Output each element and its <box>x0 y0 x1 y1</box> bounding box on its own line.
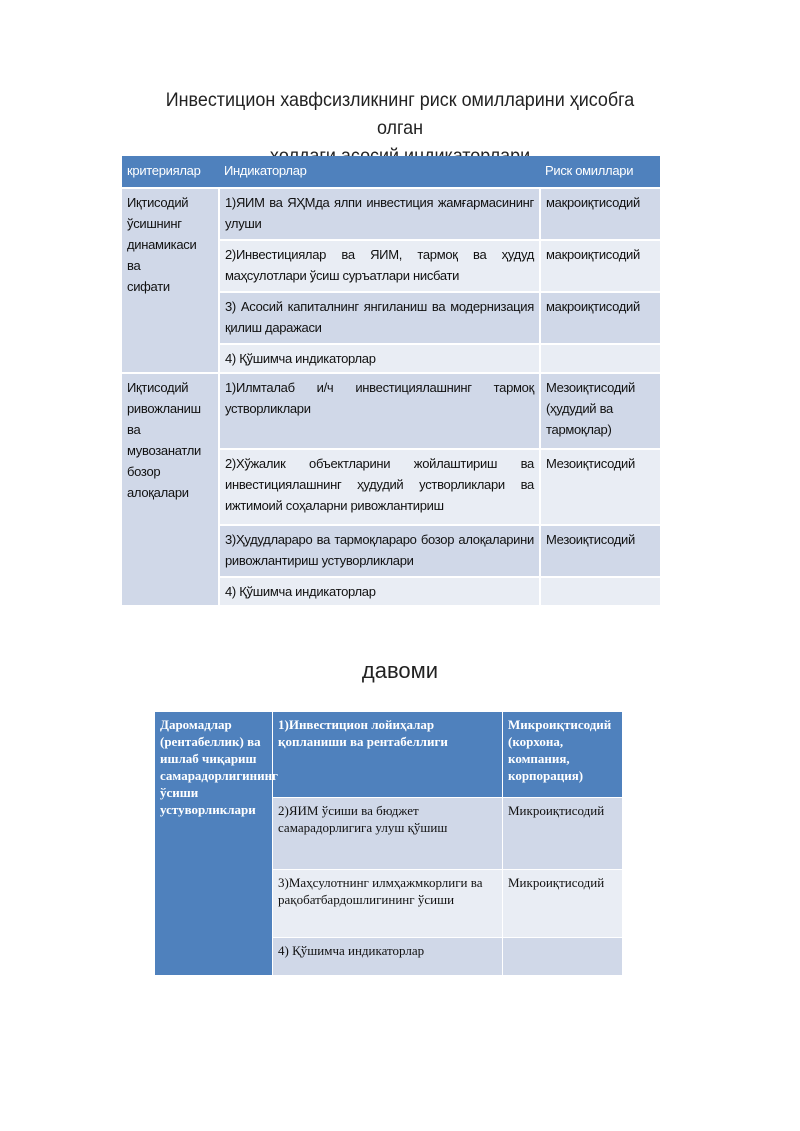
indicator-cell: 2)Хўжалик объектларини жойлаштириш ва инвестициялашнинг ҳудудий устворликлари ва ижтимоий соҳаларни ривожлантириш <box>219 449 540 525</box>
indicator-cell: 2)ЯИМ ўсиши ва бюджет самарадорлигига улуш қўшиш <box>273 798 503 870</box>
table-row <box>122 373 660 449</box>
header-risk: Риск омиллари <box>540 156 660 188</box>
risk-cell: макроиқтисодий <box>540 240 660 292</box>
risk-cell: макроиқтисодий <box>540 188 660 240</box>
table-row <box>155 712 623 798</box>
indicator-cell: 1)Илмталаб и/ч инвестициялашнинг тармоқ устворликлари <box>219 373 540 449</box>
indicator-cell: 4) Қўшимча индикаторлар <box>219 344 540 373</box>
risk-cell: Мезоиқтисодий (ҳудудий ва тармоқлар) <box>540 373 660 449</box>
table-row <box>122 188 660 240</box>
indicator-cell: 4) Қўшимча индикаторлар <box>219 577 540 606</box>
risk-cell: Мезоиқтисодий <box>540 449 660 525</box>
indicator-cell: 4) Қўшимча индикаторлар <box>273 938 503 976</box>
risk-cell <box>540 344 660 373</box>
indicator-cell: 1)Инвестицион лойиҳалар қопланиши ва рентабеллиги <box>273 712 503 798</box>
indicator-cell: 3) Асосий капиталнинг янгиланиш ва модернизация қилиш даражаси <box>219 292 540 344</box>
indicators-table <box>122 156 660 607</box>
risk-cell: Мезоиқтисодий <box>540 525 660 577</box>
title-line-1: Инвестицион хавфсизликнинг риск омилларини ҳисобга олган <box>165 89 635 139</box>
continuation-table <box>154 711 623 976</box>
risk-cell: макроиқтисодий <box>540 292 660 344</box>
table-header-row <box>122 156 660 188</box>
risk-cell: Микроиқтисодий (корхона, компания, корпорация) <box>503 712 623 798</box>
risk-cell <box>503 938 623 976</box>
indicator-cell: 3)Ҳудудлараро ва тармоқлараро бозор алоқаларини ривожлантириш устуворликлари <box>219 525 540 577</box>
indicator-cell: 2)Инвестициялар ва ЯИМ, тармоқ ва ҳудуд маҳсулотлари ўсиш суръатлари нисбати <box>219 240 540 292</box>
criteria-cell: Иқтисодий ўсишнинг динамикаси ва сифати <box>122 188 219 373</box>
header-criteria: критериялар <box>122 156 219 188</box>
risk-cell: Микроиқтисодий <box>503 798 623 870</box>
criteria-cell: Иқтисодий ривожланиш ва мувозанатли бозор алоқалари <box>122 373 219 606</box>
indicator-cell: 3)Маҳсулотнинг илмҳажмкорлиги ва рақобатбардошлигининг ўсиши <box>273 870 503 938</box>
criteria-cell: Даромадлар (рентабеллик) ва ишлаб чиқариш самарадорлигининг ўсиши устуворликлари <box>155 712 273 976</box>
header-indicators: Индикаторлар <box>219 156 540 188</box>
continuation-label: давоми <box>361 658 439 683</box>
indicator-cell: 1)ЯИМ ва ЯҲМда ялпи инвестиция жамғармасининг улуши <box>219 188 540 240</box>
risk-cell: Микроиқтисодий <box>503 870 623 938</box>
risk-cell <box>540 577 660 606</box>
